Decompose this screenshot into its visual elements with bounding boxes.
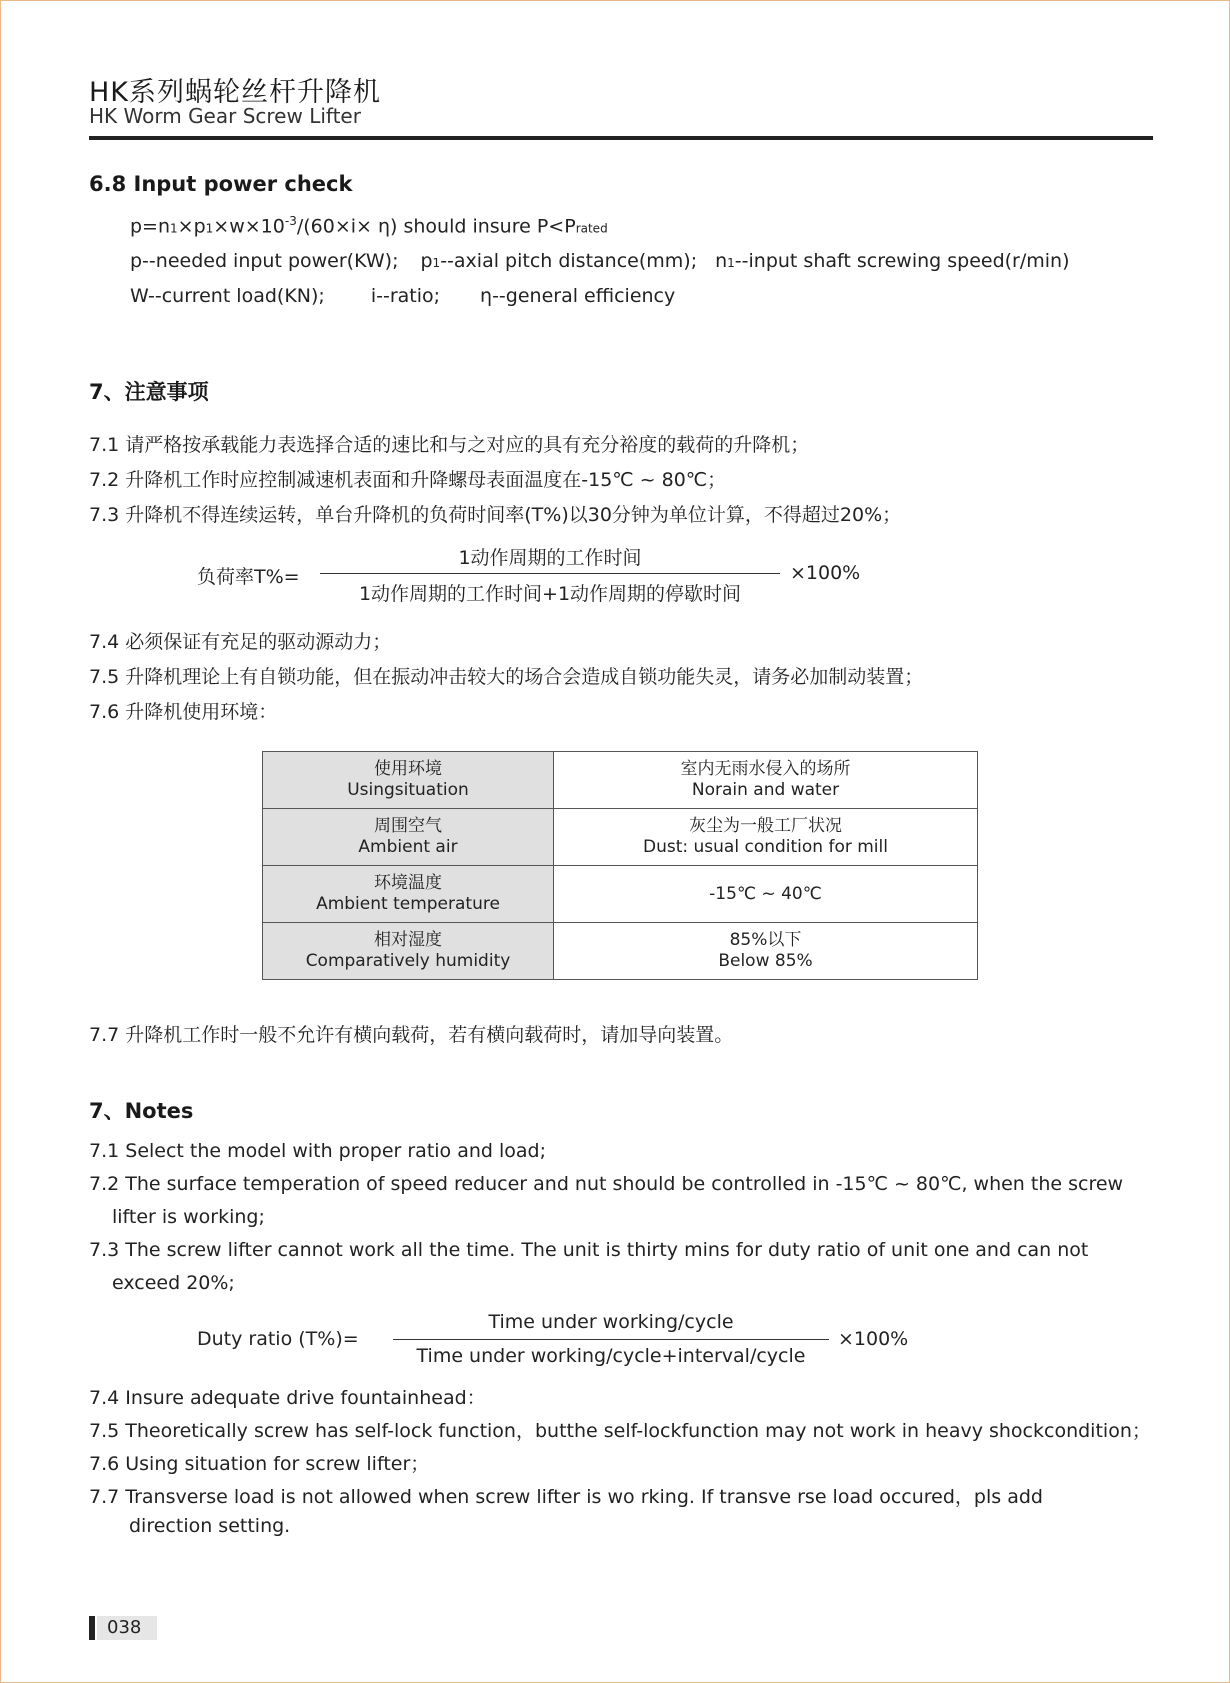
en-formula-denominator: Time under working/cycle+interval/cycle bbox=[416, 1345, 806, 1367]
section-7-en-heading: 7、Notes bbox=[89, 1099, 194, 1123]
en-formula-numerator: Time under working/cycle bbox=[488, 1311, 734, 1333]
en-item-7-4: 7.4 Insure adequate drive fountainhead： bbox=[89, 1387, 486, 1409]
section-7-cn-heading: 7、注意事项 bbox=[89, 380, 209, 404]
en-item-7-7-cont: direction setting. bbox=[129, 1515, 291, 1537]
environment-table bbox=[262, 751, 978, 980]
table-row bbox=[263, 809, 978, 866]
header-title-cn: HK系列蜗轮丝杆升降机 bbox=[89, 77, 382, 108]
table-cell-key: 周围空气 Ambient air bbox=[263, 809, 554, 866]
cn-formula-label: 负荷率T%= bbox=[197, 566, 300, 588]
en-item-7-2: 7.2 The surface temperation of speed reducer and nut should be controlled in -15℃ ~ 80℃, when the screw bbox=[89, 1173, 1124, 1195]
en-item-7-3-cont: exceed 20%; bbox=[112, 1272, 235, 1294]
cn-item-7-7: 7.7 升降机工作时一般不允许有横向载荷，若有横向载荷时，请加导向装置。 bbox=[89, 1024, 734, 1046]
table-cell-value: 室内无雨水侵入的场所 Norain and water bbox=[554, 752, 978, 809]
cn-formula-factor: ×100% bbox=[790, 562, 861, 584]
en-item-7-6: 7.6 Using situation for screw lifter； bbox=[89, 1453, 430, 1475]
cn-item-7-3: 7.3 升降机不得连续运转，单台升降机的负荷时间率(T%)以30分钟为单位计算，不得超过20%； bbox=[89, 504, 902, 526]
en-item-7-1: 7.1 Select the model with proper ratio and load; bbox=[89, 1140, 547, 1162]
page-number: 038 bbox=[97, 1616, 157, 1640]
en-item-7-5: 7.5 Theoretically screw has self-lock function，butthe self-lockfunction may not work in heavy shockcondition； bbox=[89, 1420, 1151, 1442]
cn-item-7-1: 7.1 请严格按承载能力表选择合适的速比和与之对应的具有充分裕度的载荷的升降机； bbox=[89, 434, 810, 456]
table-row bbox=[263, 923, 978, 980]
en-item-7-2-cont: lifter is working; bbox=[112, 1206, 265, 1228]
table-cell-value: -15℃ ~ 40℃ bbox=[554, 866, 978, 923]
table-cell-value: 85%以下 Below 85% bbox=[554, 923, 978, 980]
table-cell-key: 相对湿度 Comparatively humidity bbox=[263, 923, 554, 980]
en-formula-bar bbox=[393, 1339, 829, 1340]
en-item-7-7: 7.7 Transverse load is not allowed when screw lifter is wo rking. If transve rse load occured，pls add bbox=[89, 1486, 1043, 1508]
table-cell-key: 使用环境 Usingsituation bbox=[263, 752, 554, 809]
cn-formula-numerator: 1动作周期的工作时间 bbox=[458, 547, 642, 569]
cn-formula-denominator: 1动作周期的工作时间+1动作周期的停歇时间 bbox=[358, 583, 742, 605]
power-definitions-1: p--needed input power(KW); p1--axial pitch distance(mm); n1--input shaft screwing speed(r/min) bbox=[130, 250, 1070, 272]
cn-formula-bar bbox=[320, 573, 780, 574]
page-number-mark bbox=[89, 1616, 95, 1640]
cn-item-7-2: 7.2 升降机工作时应控制减速机表面和升降螺母表面温度在-15℃ ~ 80℃； bbox=[89, 469, 727, 491]
header-title-en: HK Worm Gear Screw Lifter bbox=[89, 104, 361, 128]
table-cell-key: 环境温度 Ambient temperature bbox=[263, 866, 554, 923]
header-rule bbox=[89, 136, 1153, 140]
en-formula-label: Duty ratio (T%)= bbox=[197, 1328, 359, 1350]
table-row bbox=[263, 866, 978, 923]
table-cell-value: 灰尘为一般工厂状况 Dust: usual condition for mill bbox=[554, 809, 978, 866]
en-item-7-3: 7.3 The screw lifter cannot work all the time. The unit is thirty mins for duty ratio of unit one and can not bbox=[89, 1239, 1089, 1261]
power-formula: $p=n1\times p1\times w\times 10^{-3}/(60\times i\times \eta)$ should insure P<Prated bbox=[130, 214, 608, 238]
cn-item-7-5: 7.5 升降机理论上有自锁功能，但在振动冲击较大的场合会造成自锁功能失灵，请务必加制动装置； bbox=[89, 666, 924, 688]
power-definitions-2: W--current load(KN); i--ratio; η--general efficiency bbox=[130, 285, 676, 307]
en-formula-factor: ×100% bbox=[838, 1328, 909, 1350]
table-row bbox=[263, 752, 978, 809]
section-6-8-heading: 6.8 Input power check bbox=[89, 172, 353, 196]
cn-item-7-6: 7.6 升降机使用环境： bbox=[89, 701, 278, 723]
cn-item-7-4: 7.4 必须保证有充足的驱动源动力； bbox=[89, 631, 392, 653]
